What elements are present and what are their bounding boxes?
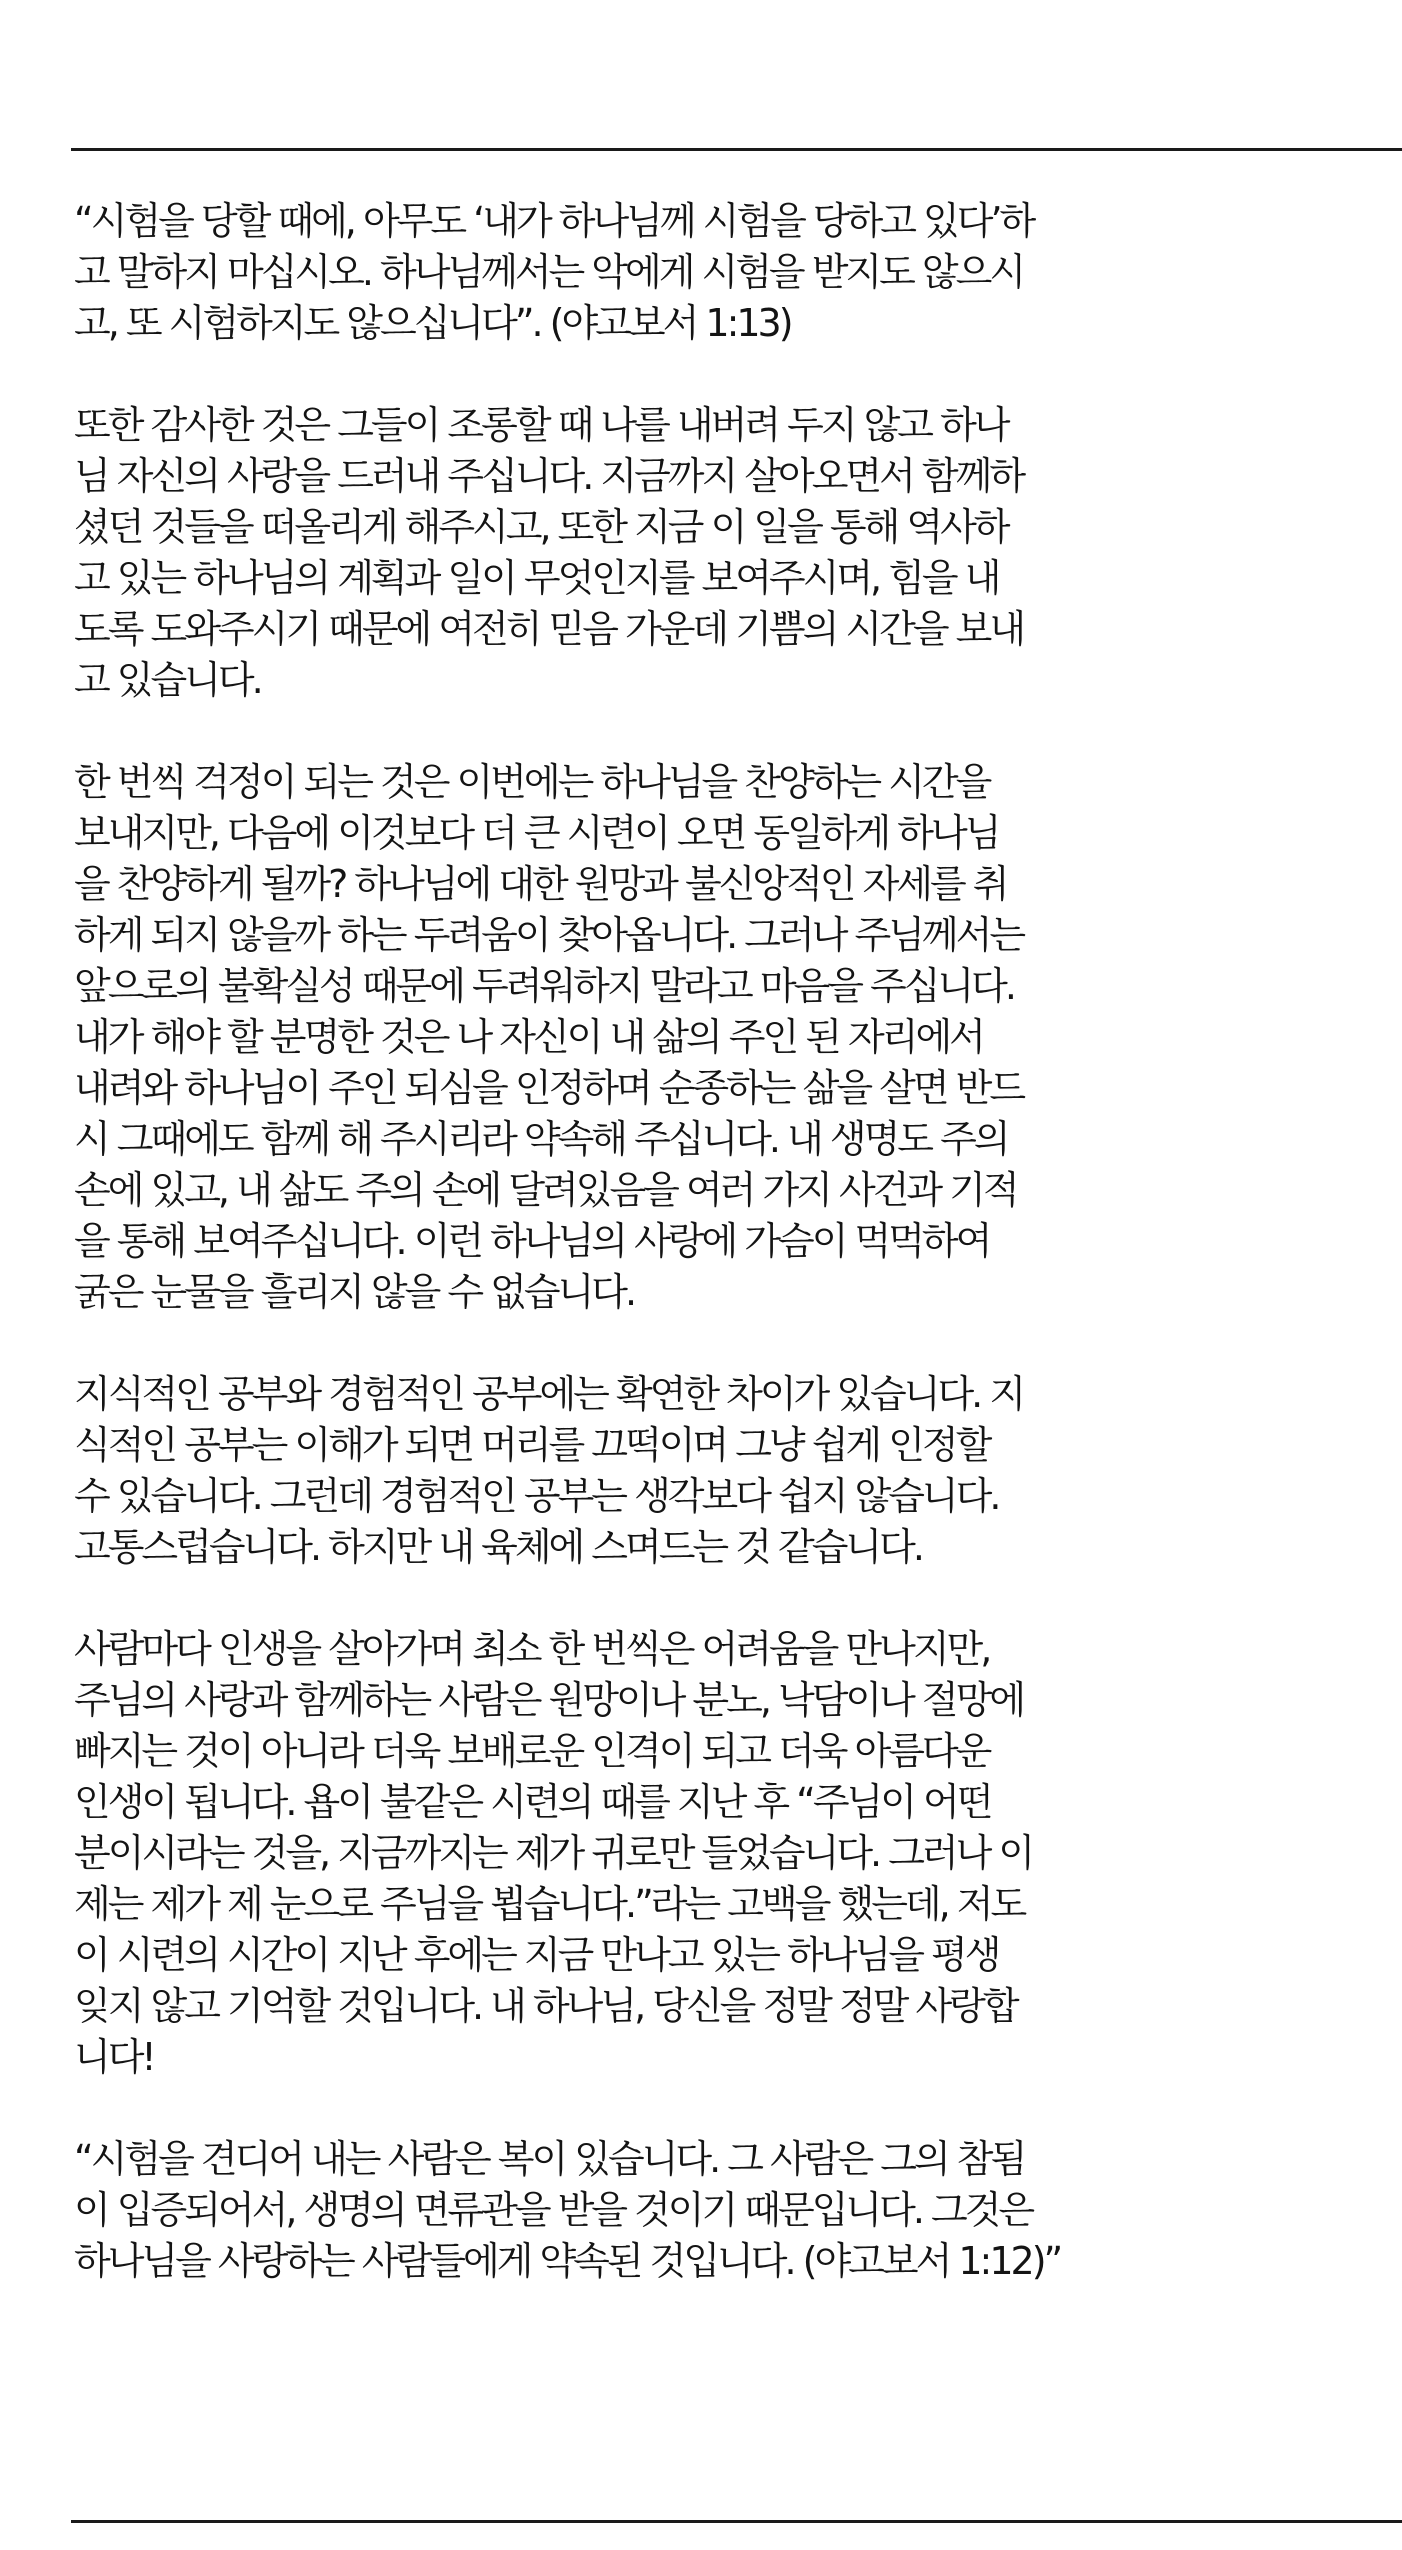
bottom-divider — [71, 2520, 1402, 2523]
document-body — [74, 196, 1402, 2287]
paragraph-scripture-james-1-12: “시험을 견디어 내는 사람은 복이 있습니다. 그 사람은 그의 참됨 이 입증되어서, 생명의 면류관을 받을 것이기 때문입니다. 그것은 하나님을 사랑하는 사람들에게 약속된 것입니다. (야고보서 1:12)” — [74, 2137, 1061, 2283]
paragraph-gratitude: 또한 감사한 것은 그들이 조롱할 때 나를 내버려 두지 않고 하나 님 자신의 사랑을 드러내 주십니다. 지금까지 살아오면서 함께하 셨던 것들을 떠올리게 해주시고, 또한 지금 이 일을 통해 역사하 고 있는 하나님의 계획과 일이 무엇인지를 보여주시며, 힘을 내 도록 도와주시기 때문에 여전히 믿음 가운데 기쁨의 시간을 보내 고 있습니다. — [74, 403, 1024, 702]
paragraph-study: 지식적인 공부와 경험적인 공부에는 확연한 차이가 있습니다. 지 식적인 공부는 이해가 되면 머리를 끄떡이며 그냥 쉽게 인정할 수 있습니다. 그런데 경험적인 공부는 생각보다 쉽지 않습니다. 고통스럽습니다. 하지만 내 육체에 스며드는 것 같습니다. — [74, 1372, 1024, 1569]
top-divider — [71, 148, 1402, 151]
paragraph-worry: 한 번씩 걱정이 되는 것은 이번에는 하나님을 찬양하는 시간을 보내지만, 다음에 이것보다 더 큰 시련이 오면 동일하게 하나님 을 찬양하게 될까? 하나님에 대한 원망과 불신앙적인 자세를 취 하게 되지 않을까 하는 두려움이 찾아옵니다. 그러나 주님께서는 앞으로의 불확실성 때문에 두려워하지 말라고 마음을 주십니다. 내가 해야 할 분명한 것은 나 자신이 내 삶의 주인 된 자리에서 내려와 하나님이 주인 되심을 인정하며 순종하는 삶을 살면 반드 시 그때에도 함께 해 주시리라 약속해 주십니다. 내 생명도 주의 손에 있고, 내 삶도 주의 손에 달려있음을 여러 가지 사건과 기적 을 통해 보여주십니다. 이런 하나님의 사랑에 가슴이 먹먹하여 굵은 눈물을 흘리지 않을 수 없습니다. — [74, 760, 1024, 1314]
paragraph-scripture-james-1-13: “시험을 당할 때에, 아무도 ‘내가 하나님께 시험을 당하고 있다’하 고 말하지 마십시오. 하나님께서는 악에게 시험을 받지도 않으시 고, 또 시험하지도 않으십니다”. (야고보서 1:13) — [74, 199, 1034, 345]
paragraph-trials: 사람마다 인생을 살아가며 최소 한 번씩은 어려움을 만나지만, 주님의 사랑과 함께하는 사람은 원망이나 분노, 낙담이나 절망에 빠지는 것이 아니라 더욱 보배로운 인격이 되고 더욱 아름다운 인생이 됩니다. 욥이 불같은 시련의 때를 지난 후 “주님이 어떤 분이시라는 것을, 지금까지는 제가 귀로만 들었습니다. 그러나 이 제는 제가 제 눈으로 주님을 뵙습니다.”라는 고백을 했는데, 저도 이 시련의 시간이 지난 후에는 지금 만나고 있는 하나님을 평생 잊지 않고 기억할 것입니다. 내 하나님, 당신을 정말 정말 사랑합 니다! — [74, 1627, 1033, 2079]
